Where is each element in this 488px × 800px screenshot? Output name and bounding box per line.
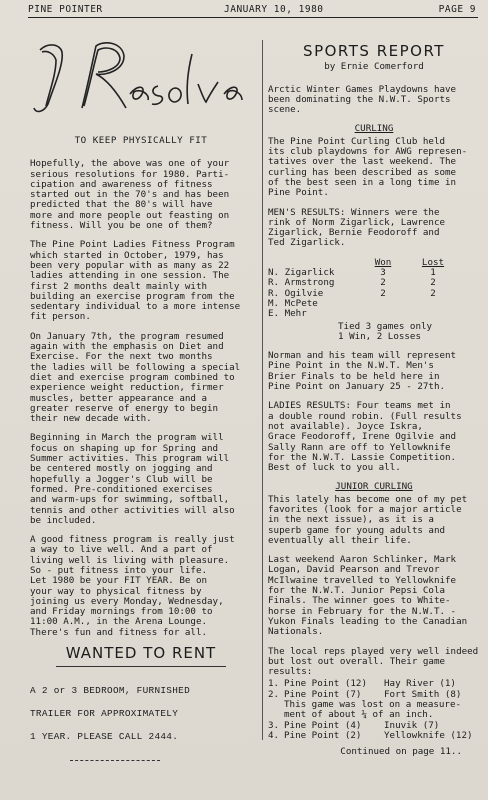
column-divider	[262, 40, 263, 740]
wanted-ad-rule	[56, 666, 226, 667]
mens-results-paragraph: MEN'S RESULTS: Winners were the rink of Norm Zigarlick, Lawrence Zigarlick, Bernie Feodoroff and Ted Zigarlick.	[268, 206, 446, 249]
issue-date: JANUARY 10, 1980	[224, 4, 324, 15]
opponent-score: Yellowknife (12)	[384, 729, 473, 741]
skip-name: R. Ogilvie	[268, 287, 324, 299]
weekend-paragraph: Last weekend Aaron Schlinker, Mark Logan, David Pearson and Trevor McIlwaine travelled to Yellowknife for the N.W.T. Junior Pepsi Cola Finals. The winner goes to White- horse in February for the N.W.T. - Yukon Finals leading to the Canadian Nationals.	[268, 554, 468, 638]
curling-results-table	[268, 258, 458, 320]
home-score: Pine Point (7)	[284, 688, 362, 700]
byline: by Ernie Comerford	[324, 61, 424, 73]
lost-value	[408, 309, 458, 319]
game-results-list	[268, 679, 480, 741]
sports-report-title: SPORTS REPORT	[303, 42, 445, 60]
list-item	[268, 731, 480, 741]
skip-name: M. McPete	[268, 297, 318, 309]
paper-name: PINE POINTER	[28, 4, 103, 15]
right-column	[268, 34, 480, 758]
won-value	[358, 299, 408, 309]
page-number: PAGE 9	[438, 4, 476, 15]
fitness-paragraph-1: Hopefully, the above was one of your serious resolutions for 1980. Parti- cipation and awareness of fitness started out in the 70's and has been predicted that the 80's will have more and more people out feasting on fitness. Will you be one of them?	[30, 158, 230, 232]
lost-value: 2	[430, 287, 436, 299]
local-reps-paragraph: The local reps played very well indeed but lost out overall. Their game results:	[268, 645, 479, 678]
won-value: 3	[380, 267, 386, 279]
fitness-subhead: TO KEEP PHYSICALLY FIT	[74, 135, 208, 146]
continued-note: Continued on page 11..	[340, 746, 462, 758]
wanted-ad-title: WANTED TO RENT	[65, 644, 217, 663]
lost-header: Lost	[421, 256, 445, 268]
game-2-note: This game was lost on a measure- ment of about ¼ of an inch.	[284, 699, 462, 721]
opponent-score: Hay River (1)	[384, 678, 456, 690]
won-header: Won	[374, 256, 392, 268]
game-number: 3.	[268, 719, 280, 731]
junior-paragraph: This lately has become one of my pet favorites (look for a major article in the next issue), as it is a superb game for young adults and eventually all their life.	[268, 493, 468, 546]
home-score: Pine Point (12)	[284, 678, 367, 690]
skip-name: R. Armstrong	[268, 277, 335, 289]
curling-paragraph: The Pine Point Curling Club held its club playdowns for AWG represen- tatives over the last weekend. The curling has been described as some of the best seen in a long time in Pine Point.	[268, 135, 468, 199]
game-number: 4.	[268, 729, 280, 741]
fitness-paragraph-4: Beginning in March the program will focus on shaping up for Spring and Summer activities. This program will be centered mostly on jogging and hopefully a Jogger's Club will be formed. Pre-conditioned exercises and warm-ups for swimming, softball, tennis and other activities will also be included.	[30, 432, 235, 526]
norman-paragraph: Norman and his team will represent Pine Point in the N.W.T. Men's Brier Finals to be held here in Pine Point on January 25 - 27th.	[268, 350, 457, 393]
game-note-item	[268, 700, 480, 721]
curling-heading: CURLING	[354, 123, 394, 135]
wanted-ad-end-rule	[70, 760, 160, 761]
won-value: 2	[380, 287, 386, 299]
table-row	[268, 309, 458, 319]
fitness-paragraph-3: On January 7th, the program resumed again with the emphasis on Diet and Exercise. For the next two months the ladies will be following a special diet and exercise program combined to experience weight reduction, firmer muscles, better appearance and a greater reserve of energy to begin their new decade with.	[30, 330, 241, 425]
wanted-ad-body: A 2 or 3 BEDROOM, FURNISHED TRAILER FOR APPROXIMATELY 1 YEAR. PLEASE CALL 2444.	[30, 685, 190, 743]
resolve-logo	[30, 34, 252, 122]
lost-value: 1	[430, 267, 436, 279]
game-number: 1.	[268, 678, 280, 690]
opponent-score: Inuvik (7)	[384, 719, 440, 731]
fitness-paragraph-2: The Pine Point Ladies Fitness Program which started in October, 1979, has been very popular with as many as 22 ladies attending in one session. The first 2 months dealt mainly with building an exercise program from the sedentary individual to a more intense fit person.	[30, 239, 241, 323]
lost-value	[408, 299, 458, 309]
sports-intro: Arctic Winter Games Playdowns have been dominating the N.W.T. Sports scene.	[268, 83, 457, 116]
ladies-results-paragraph: LADIES RESULTS: Four teams met in a double round robin. (Full results not available). Joyce Iskra, Grace Feodoroff, Irene Ogilvie and Sally Rann are off to Yellowknife for the N.W.T. Lassie Competition. Best of luck to you all.	[268, 400, 462, 474]
junior-curling-heading: JUNIOR CURLING	[335, 481, 413, 493]
logo-text	[30, 36, 225, 46]
skip-name: N. Zigarlick	[268, 267, 335, 279]
home-score: Pine Point (4)	[284, 719, 362, 731]
lost-value: 2	[430, 277, 436, 289]
left-column	[30, 34, 252, 761]
game-number: 2.	[268, 688, 280, 700]
opponent-score: Fort Smith (8)	[384, 688, 462, 700]
tied-note: Tied 3 games only 1 Win, 2 Losses	[338, 320, 433, 342]
home-score: Pine Point (2)	[284, 729, 362, 741]
won-value: 2	[380, 277, 386, 289]
fitness-paragraph-5: A good fitness program is really just a way to live well. And a part of living well is living with pleasure. So - put fitness into your life. Let 1980 be your FIT YEAR. Be on your way to physical fitness by joining us every Monday, Wednesday, and Friday mornings from 10:00 to 11:00 A.M., in the Arena Lounge. There's fun and fitness for all.	[30, 534, 235, 638]
skip-name: E. Mehr	[268, 308, 307, 320]
won-value	[358, 309, 408, 319]
